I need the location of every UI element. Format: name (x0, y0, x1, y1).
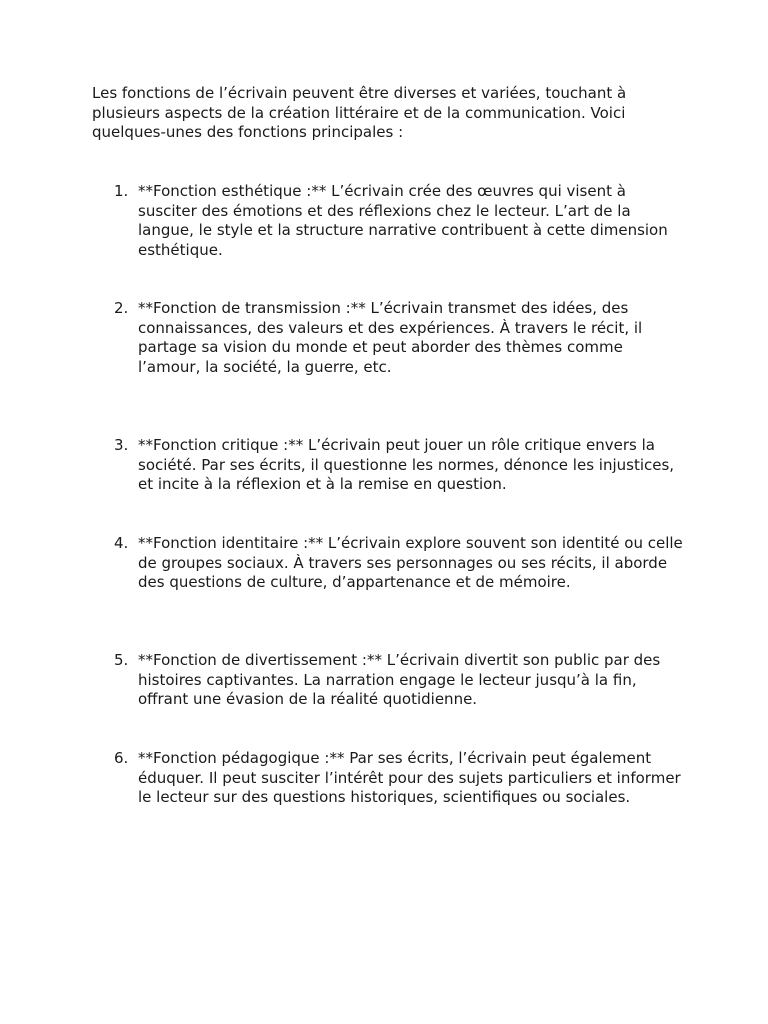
list-item (114, 299, 684, 377)
list-item-number: 6. (114, 749, 129, 767)
list-item (114, 534, 684, 593)
list-item (114, 182, 684, 260)
intro-paragraph: Les fonctions de l’écrivain peuvent être diverses et variées, touchant à plusieurs aspects de la création littéraire et de la communication. Voici quelques-unes des fonctions principales : (92, 84, 627, 142)
list-item-number: 4. (114, 534, 129, 552)
list-item-number: 2. (114, 299, 129, 317)
list-item-text: **Fonction de transmission :** L’écrivain transmet des idées, des connaissances, des valeurs et des expériences. À travers le récit, il partage sa vision du monde et peut aborder des thèmes comme l’amour, la société, la guerre, etc. (138, 299, 643, 376)
list-item-number: 5. (114, 651, 129, 669)
list-item (114, 651, 684, 710)
list-item-number: 3. (114, 436, 129, 454)
list-item-text: **Fonction esthétique :** L’écrivain crée des œuvres qui visent à susciter des émotions et des réflexions chez le lecteur. L’art de la langue, le style et la structure narrative contribuent à cette dimension esthétique. (138, 182, 668, 259)
list-item (114, 749, 684, 808)
list-item-text: **Fonction de divertissement :** L’écrivain divertit son public par des histoires captivantes. La narration engage le lecteur jusqu’à la fin, offrant une évasion de la réalité quotidienne. (138, 651, 661, 709)
list-item-number: 1. (114, 182, 129, 200)
list-item-text: **Fonction critique :** L’écrivain peut jouer un rôle critique envers la société. Par ses écrits, il questionne les normes, dénonce les injustices, et incite à la réflexion et à la remise en question. (138, 436, 675, 494)
list-item-text: **Fonction identitaire :** L’écrivain explore souvent son identité ou celle de groupes sociaux. À travers ses personnages ou ses récits, il aborde des questions de culture, d’appartenance et de mémoire. (138, 534, 683, 592)
list-item-text: **Fonction pédagogique :** Par ses écrits, l’écrivain peut également éduquer. Il peut susciter l’intérêt pour des sujets particuliers et informer le lecteur sur des questions historiques, scientifiques ou sociales. (138, 749, 681, 807)
list-item (114, 436, 684, 495)
